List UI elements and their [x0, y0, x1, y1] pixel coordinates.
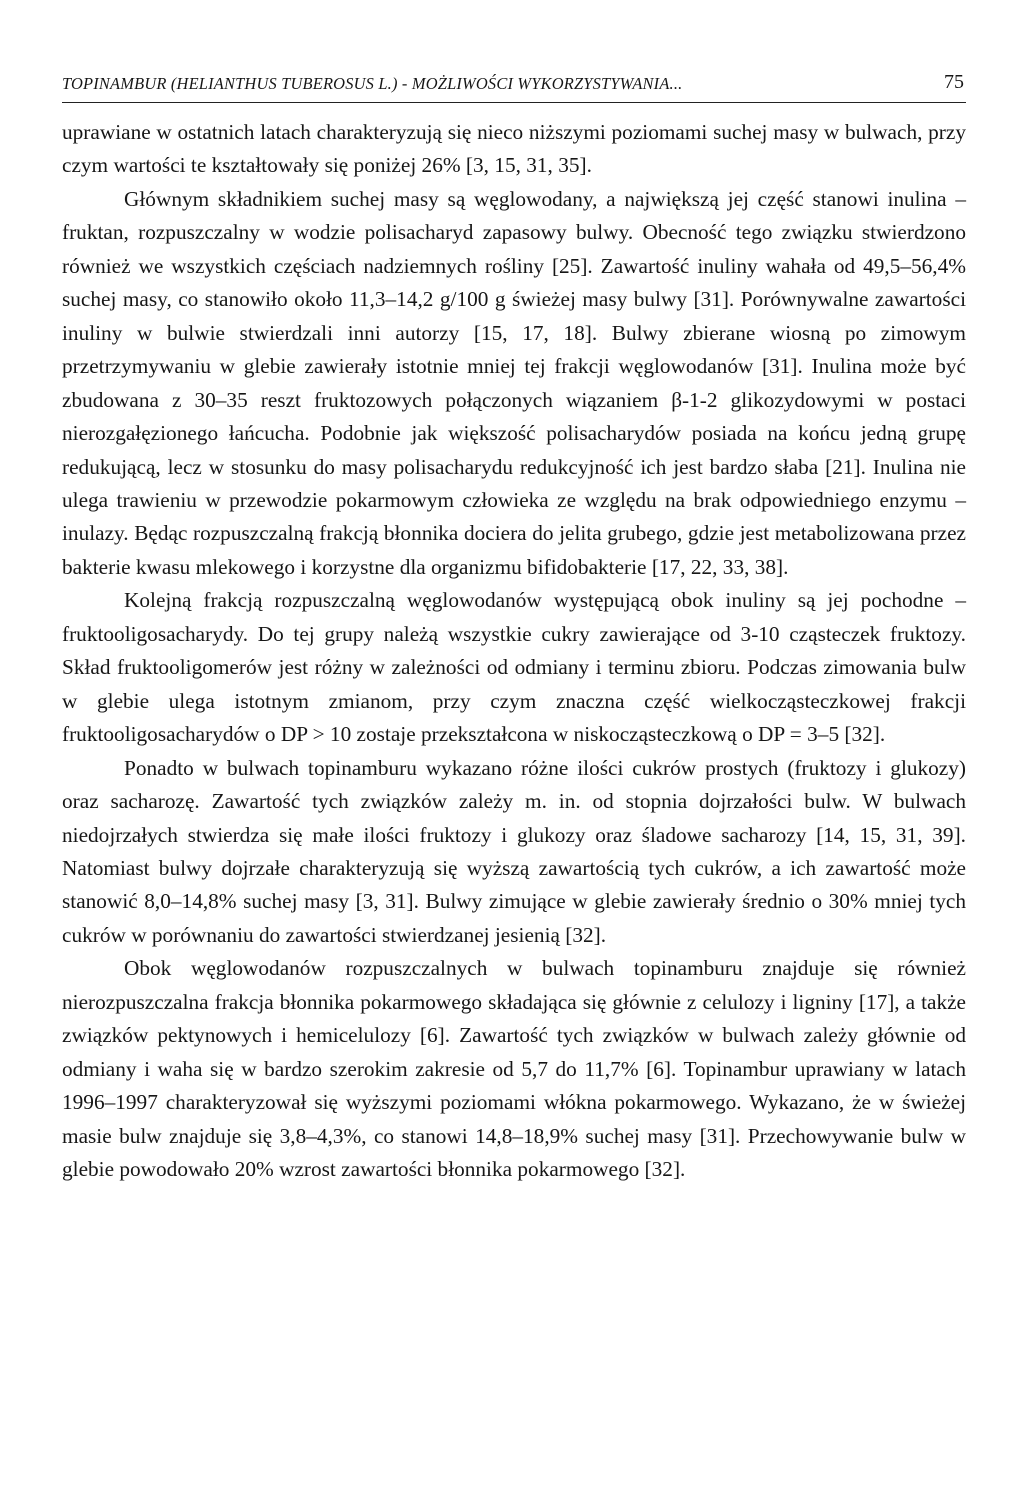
paragraph-simple-sugars: Ponadto w bulwach topinamburu wykazano różne ilości cukrów prostych (fruktozy i glukozy) oraz sacharozę. Zawartość tych związków zależy m. in. od stopnia dojrzałości bulw. W bulwach niedojrzałych stwierdza się małe ilości fruktozy i glukozy oraz śladowe sacharozy [14, 15, 31, 39]. Natomiast bulwy dojrzałe charakteryzują się wyższą zawartością tych cukrów, a ich zawartość może stanowić 8,0–14,8% suchej masy [3, 31]. Bulwy zimujące w glebie zawierały średnio o 30% mniej tych cukrów w porównaniu do zawartości stwierdzanej jesienią [32]. — [62, 755, 966, 947]
article-body — [62, 116, 966, 1187]
paragraph-continuation: uprawiane w ostatnich latach charakteryzują się nieco niższymi poziomami suchej masy w bulwach, przy czym wartości te kształtowały się poniżej 26% [3, 15, 31, 35]. — [62, 120, 966, 178]
paragraph-dietary-fiber: Obok węglowodanów rozpuszczalnych w bulwach topinamburu znajduje się również nierozpuszczalna frakcja błonnika pokarmowego składająca się głównie z celulozy i ligniny [17], a także związków pektynowych i hemicelulozy [6]. Zawartość tych związków w bulwach zależy głównie od odmiany i waha się w bardzo szerokim zakresie od 5,7 do 11,7% [6]. Topinambur uprawiany w latach 1996–1997 charakteryzował się wyższymi poziomami włókna pokarmowego. Wykazano, że w świeżej masie bulw znajduje się 3,8–4,3%, co stanowi 14,8–18,9% suchej masy [31]. Przechowywanie bulw w glebie powodowało 20% wzrost zawartości błonnika pokarmowego [32]. — [62, 956, 966, 1182]
page-number: 75 — [944, 71, 964, 93]
paragraph-inulin: Głównym składnikiem suchej masy są węglowodany, a największą jej część stanowi inulina – fruktan, rozpuszczalny w wodzie polisacharyd zapasowy bulwy. Obecność tego związku stwierdzono również we wszystkich częściach nadziemnych rośliny [25]. Zawartość inuliny wahała od 49,5–56,4% suchej masy, co stanowiło około 11,3–14,2 g/100 g świeżej masy bulwy [31]. Porównywalne zawartości inuliny w bulwie stwierdzali inni autorzy [15, 17, 18]. Bulwy zbierane wiosną po zimowym przetrzymywaniu w glebie zawierały istotnie mniej tej frakcji węglowodanów [31]. Inulina może być zbudowana z 30–35 reszt fruktozowych połączonych wiązaniem β-1-2 glikozydowymi w postaci nierozgałęzionego łańcucha. Podobnie jak większość polisacharydów posiada na końcu jedną grupę redukującą, lecz w stosunku do masy polisacharydu redukcyjność ich jest bardzo słaba [21]. Inulina nie ulega trawieniu w przewodzie pokarmowym człowieka ze względu na brak odpowiedniego enzymu – inulazy. Będąc rozpuszczalną frakcją błonnika dociera do jelita grubego, gdzie jest metabolizowana przez bakterie kwasu mlekowego i korzystne dla organizmu bifidobakterie [17, 22, 33, 38]. — [62, 186, 966, 579]
running-title: TOPINAMBUR (HELIANTHUS TUBEROSUS L.) - MOŻLIWOŚCI WYKORZYSTYWANIA... — [62, 74, 683, 93]
page-header — [62, 70, 966, 103]
paragraph-fructooligosaccharides: Kolejną frakcją rozpuszczalną węglowodanów występującą obok inuliny są jej pochodne – fruktooligosacharydy. Do tej grupy należą wszystkie cukry zawierające od 3-10 cząsteczek fruktozy. Skład fruktooligomerów jest różny w zależności od odmiany i terminu zbioru. Podczas zimowania bulw w glebie ulega istotnym zmianom, przy czym znaczna część wielkocząsteczkowej frakcji fruktooligosacharydów o DP > 10 zostaje przekształcona w niskocząsteczkową o DP = 3–5 [32]. — [62, 588, 966, 747]
